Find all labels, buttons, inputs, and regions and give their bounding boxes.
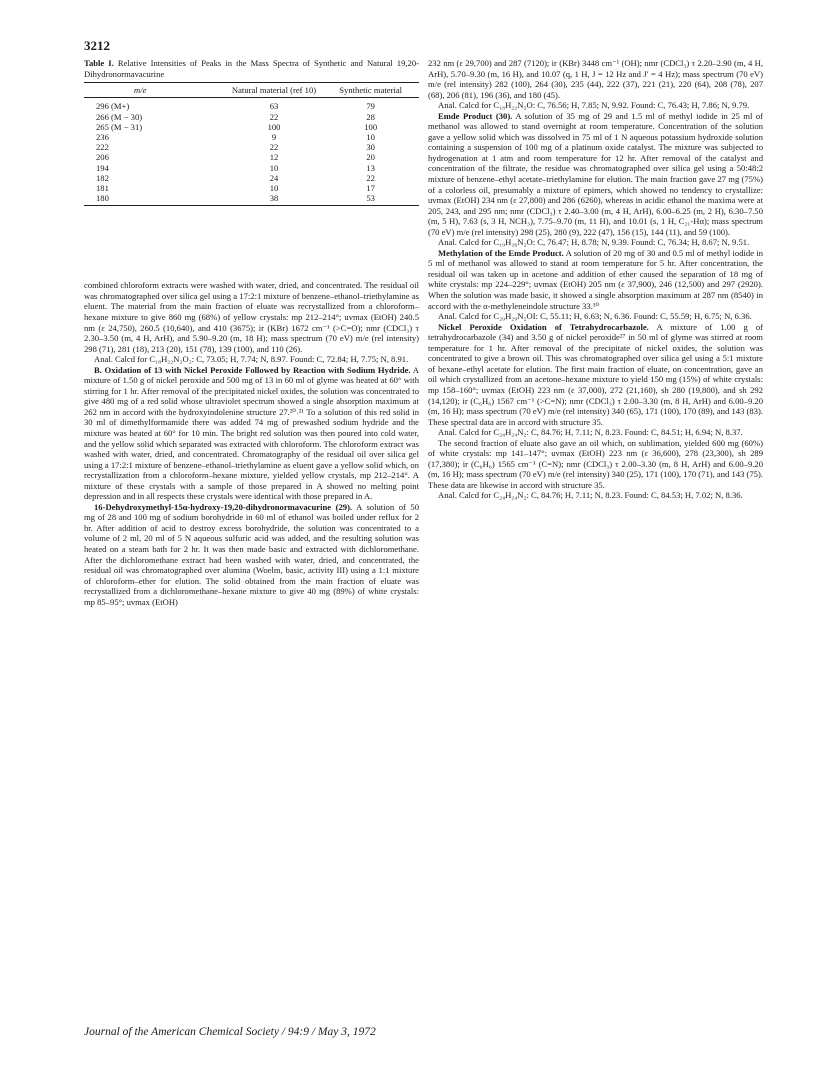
paragraph-text: Anal. Calcd for C₂₀H₂₉N₂OI: C, 55.11; H, 6.63; N, 6.36. Found: C, 55.59; H, 6.75; N, 6.36. [438,311,752,322]
table-row [84,152,419,162]
mass-spectra-table [84,82,419,206]
table-row [84,122,419,132]
page-number: 3212 [84,38,110,53]
body-paragraph [428,427,763,438]
table-cell-synthetic: 13 [366,162,375,173]
body-paragraph [428,100,763,111]
table-cell-natural: 9 [271,131,277,142]
table-cell-synthetic: 28 [366,111,375,122]
table-cell-natural: 24 [269,172,279,183]
table-cell-natural: 100 [267,121,281,132]
table-cell-me: 266 (M − 30) [96,111,143,122]
table-cell-synthetic: 22 [366,172,375,183]
table-cell-natural: 10 [269,162,279,173]
paragraph-text: Anal. Calcd for C₁₈H₂₂N₂O₂: C, 73.05; H, 7.74; N, 8.97. Found: C, 72.84; H, 7.75; N, 8.91. [94,354,409,365]
body-paragraph [428,490,763,501]
table-cell-me: 182 [96,172,109,183]
paragraph-text: Anal. Calcd for C₂₄H₂₄N₂: C, 84.76; H, 7.11; N, 8.23. Found: C, 84.53; H, 7.02; N, 8.36. [438,490,743,501]
table-cell-me: 265 (M − 31) [96,121,143,132]
section-heading: B. Oxidation of 13 with Nickel Peroxide Followed by Reaction with Sodium Hydride. [94,364,411,375]
table-cell-natural: 22 [269,142,279,153]
table-cell-natural: 12 [269,152,279,163]
body-paragraph [428,58,763,100]
body-paragraph [428,237,763,248]
table-row [84,112,419,122]
section-heading: Emde Product (30). [438,110,513,121]
section-heading: 16-Dehydroxymethyl-15α-hydroxy-19,20-dihydronormavacurine (29). [94,501,353,512]
paragraph-text: A solution of 50 mg of 28 and 100 mg of sodium borohydride in 60 ml of ethanol was boiled under reflux for 2 hr. After addition of acid to destroy excess borohydride, the solution was concentrated to a volume of 2 ml, 20 ml of 5 N aqueous sulfuric acid was added, and the resulting solution was heated on a steam bath for 2 hr. It was then made basic and extracted with dichloromethane. After the dichloromethane extract had been washed with water, dried, and concentrated, the residual oil was chromatographed over alumina (Woelm, basic, activity III) using a 1:1 mixture of chloroform–ether for elution. The solid obtained from the main fraction of eluate was recrystallized from a dichloromethane–hexane mixture to give 40 mg (89%) of white crystals: mp 85–95°; uvmax (EtOH) [84,501,419,607]
table-row [84,98,419,112]
table-cell-synthetic: 17 [366,182,375,193]
table-cell-synthetic: 20 [366,152,375,163]
journal-footer: Journal of the American Chemical Society / 94:9 / May 3, 1972 [84,1026,376,1038]
table-cell-natural: 38 [226,193,323,206]
table-cell-me: 194 [96,162,109,173]
table-cell-synthetic: 53 [322,193,419,206]
table-cell-me: 180 [84,193,226,206]
table-row [84,142,419,152]
body-paragraph [428,322,763,427]
paragraph-text: Anal. Calcd for C₂₄H₂₄N₂: C, 84.76; H, 7.11; N, 8.23. Found: C, 84.51; H, 6.94; N, 8.37. [438,427,743,438]
body-paragraph [428,111,763,238]
table-cell-me: 222 [96,142,109,153]
body-paragraph [428,438,763,491]
table-cell-natural: 10 [269,182,279,193]
body-paragraph [84,280,419,354]
paragraph-text: A solution of 20 mg of 30 and 0.5 ml of methyl iodide in 5 ml of methanol was allowed to stand at room temperature for 5 hr. After concentration, the residual oil was taken up in acetone and addition of ether caused the separation of 18 mg of white crystals: mp 224–229°; uvmax (EtOH) 205 nm (ε 37,900), 246 (12,500) and 297 (2920). When the solution was made basic, it showed a single absorption maximum at 287 nm (8540) in accord with the α-methyleneindole structure 33.¹⁰ [428,247,763,311]
section-heading: Methylation of the Emde Product. [438,247,564,258]
paragraph-text: A solution of 35 mg of 29 and 1.5 ml of methyl iodide in 25 ml of methanol was allowed to stand overnight at room temperature. Concentration of the solution gave a yellow solid which was dissolved in 75 ml of 1 N aqueous potassium hydroxide solution containing a suspension of 100 mg of a platinum oxide catalyst. The mixture was subjected to hydrogenation at 1 atm and room temperature for 12 hr. After removal of the catalyst and concentration of the filtrate, the residue was chromatographed over silica gel using a 50:48:2 mixture of benzene–ethyl acetate–triethylamine for elution. The main fraction gave 27 mg (75%) of a colorless oil, presumably a mixture of epimers, which showed no tendency to crystallize: uvmax (EtOH) 234 nm (ε 27,800) and 286 (6260), whereas in acidic ethanol the maxima were at 205, 243, and 295 nm; nmr (CDCl₃) τ 2.40–3.00 (m, 4 H, ArH), 6.00–6.25 (m, 2 H), 6.30–7.50 (m, 5 H), 7.63 (s, 3 H, NCH₃), 7.75–9.70 (m, 11 H), and 10.01 (s, 1 H, C₂₁-Hα); mass spectrum (70 eV) m/e (rel intensity) 298 (25), 280 (9), 222 (47), 156 (15), 144 (11), and 59 (100). [428,110,764,237]
table-row [84,163,419,173]
table-header-me: m/e [84,83,226,98]
table-cell-me: 296 (M+) [96,101,130,112]
table-row [84,132,419,142]
body-paragraph [84,365,419,502]
table-header-synthetic: Synthetic material [322,83,419,98]
table-cell-synthetic: 79 [366,101,375,112]
body-paragraph [84,502,419,607]
table-row [84,193,419,206]
paragraph-text: A mixture of 1.00 g of tetrahydrocarbazole (34) and 3.50 g of nickel peroxide²⁷ in 50 ml of glyme was stirred at room temperature for 1 hr. After removal of the precipitate of nickel oxides, the solution was concentrated to give a brown oil. This was chromatographed over silica gel using a 5:1 mixture of hexane–ethyl acetate for elution. The first main fraction of eluate, on concentration, gave an oil which crystallized from an acetone–hexane mixture to yield 150 mg (15%) of white crystals: mp 158–160°; uvmax (EtOH) 223 nm (ε 37,000), 272 (21,160), sh 280 (19,800), and sh 292 (14,120); ir (C₆H₆) 1567 cm⁻¹ (>C=N); nmr (CDCl₃) τ 2.00–3.30 (m, 8 H, ArH) and 6.00–9.20 (m, 16 H); mass spectrum (70 eV) m/e (rel intensity) 340 (65), 171 (100), 170 (89), and 143 (83). These spectral data are in accord with structure 35. [428,321,764,427]
paragraph-text: combined chloroform extracts were washed with water, dried, and concentrated. The residual oil was chromatographed over silica gel using a 17:2:1 mixture of benzene–ethanol–triethylamine as eluent. The material from the main fraction of eluate was recrystallized from a chloroform–hexane mixture to give 860 mg (68%) of yellow crystals: mp 212–214°; uvmax (EtOH) 240.5 nm (ε 24,750), 260.5 (10,640), and 410 (3675); ir (KBr) 1672 cm⁻¹ (>C=O); nmr (CDCl₃) τ 2.30–3.50 (m, 4 H, ArH), and 5.90–9.20 (m, 18 H); mass spectrum (70 eV) m/e (rel intensity) 298 (71), 281 (18), 213 (20), 151 (78), 139 (100), and 110 (26). [84,280,419,354]
left-body-text [84,280,419,607]
body-paragraph [428,248,763,311]
left-column [84,58,419,607]
table-cell-synthetic: 100 [364,121,378,132]
body-paragraph [428,311,763,322]
table-caption-text: Relative Intensities of Peaks in the Mass Spectra of Synthetic and Natural 19,20-Dihydronormavacurine [84,58,419,79]
table-cell-me: 181 [96,182,109,193]
paragraph-text: Anal. Calcd for C₁₈H₂₂N₂O: C, 76.56; H, 7.85; N, 9.92. Found: C, 76.43; H, 7.86; N, 9.79. [438,100,750,111]
table-cell-synthetic: 10 [366,131,375,142]
paragraph-text: A mixture of 1.50 g of nickel peroxide and 500 mg of 13 in 60 ml of glyme was heated at 60° with stirring for 1 hr. After removal of the precipitated nickel oxides, the solution was concentrated to give 480 mg of a red solid whose ultraviolet spectrum showed a single absorption maximum at 262 nm in accord with the hydroxyindolenine structure 27.²⁰˒²¹ To a solution of this red solid in 30 ml of dimethylformamide there was added 74 mg of prewashed sodium hydride and the mixture was heated at 60° for 10 min. The bright red solution was then poured into cold water, and the yellow solid which separated was extracted with chloroform. The chloroform extract was washed with water, dried, and concentrated. Chromatography of the residual oil over silica gel using a 17:2:1 mixture of benzene–ethanol–triethylamine as eluent gave a yellow solid which, on recrystallization from a chloroform–hexane mixture, yielded yellow crystals, mp 212–214°. A mixture of these crystals with a sample of those prepared in A showed no melting point depression and in all respects these crystals were identical with those prepared in A. [84,364,419,502]
section-heading: Nickel Peroxide Oxidation of Tetrahydrocarbazole. [438,321,649,332]
table-cell-natural: 22 [269,111,279,122]
table-cell-me: 236 [96,131,109,142]
body-paragraph [84,354,419,365]
table-cell-me: 206 [96,152,109,163]
right-column [428,58,763,501]
table-row [84,183,419,193]
table-caption [84,58,419,79]
table-header-natural: Natural material (ref 10) [226,83,323,98]
paragraph-text: 232 nm (ε 29,700) and 287 (7120); ir (KBr) 3448 cm⁻¹ (OH); nmr (CDCl₃) τ 2.20–2.90 (m, 4 H, ArH), 5.70–9.30 (m, 16 H), and 10.07 (q, 1 H, J = 12 Hz and J′ = 4 Hz); mass spectrum (70 eV) m/e (rel intensity) 282 (100), 264 (30), 235 (44), 222 (37), 221 (21), 220 (64), 208 (78), 207 (68), 206 (81), 196 (36), and 180 (45). [428,58,763,100]
table-row [84,173,419,183]
table-cell-natural: 63 [269,101,279,112]
table-caption-label: Table I. [84,58,114,68]
paragraph-text: The second fraction of eluate also gave an oil which, on sublimation, yielded 600 mg (60%) of white crystals: mp 141–147°; uvmax (EtOH) 223 nm (ε 36,600), 278 (23,300), sh 289 (17,380); ir (C₆H₆) 1565 cm⁻¹ (C=N); nmr (CDCl₃) τ 2.00–3.30 (m, 8 H, ArH) and 6.00–9.20 (m, 16 H); mass spectrum (70 eV) m/e (rel intensity) 340 (25), 171 (100), 170 (71), and 143 (75). These data are likewise in accord with structure 35. [428,437,763,490]
table-cell-synthetic: 30 [366,142,375,153]
right-body-text [428,58,763,501]
paragraph-text: Anal. Calcd for C₁₉H₂₆N₂O: C, 76.47; H, 8.78; N, 9.39. Found: C, 76.34; H, 8.67; N, 9.51. [438,237,750,248]
